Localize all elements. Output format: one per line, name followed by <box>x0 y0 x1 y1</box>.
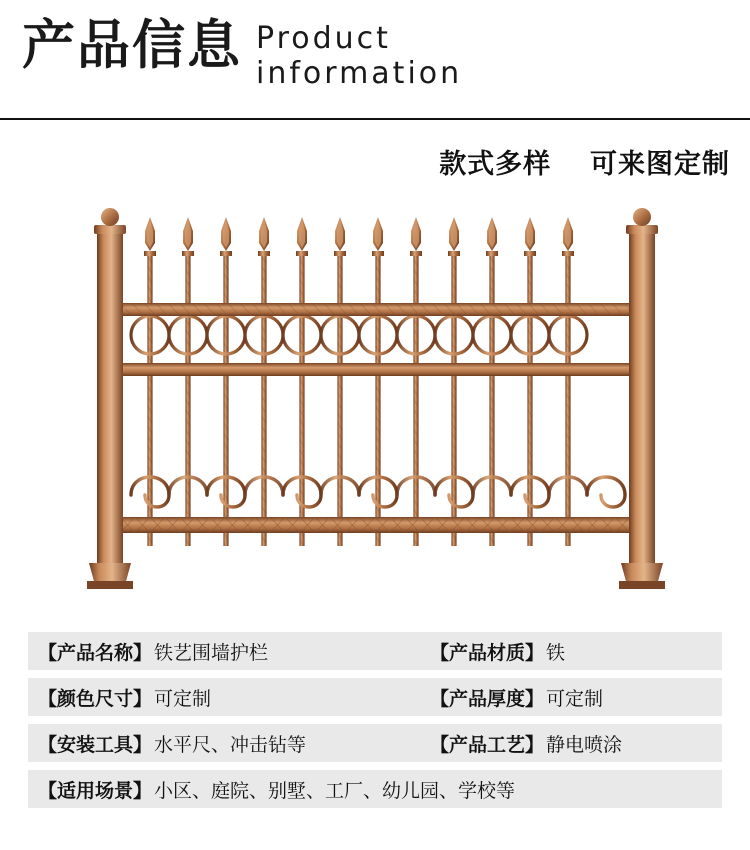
spec-value: 静电喷涂 <box>546 733 623 756</box>
table-row <box>28 678 722 716</box>
spec-cell-scenarios <box>38 776 712 803</box>
spec-value: 可定制 <box>546 687 604 710</box>
page-title-english <box>256 22 462 91</box>
header-divider <box>0 118 750 120</box>
product-image-area <box>0 195 750 620</box>
spec-label: 【产品厚度】 <box>430 687 545 710</box>
spec-cell-thickness <box>430 684 712 711</box>
spec-cell-color-size <box>38 684 430 711</box>
spec-label: 【安装工具】 <box>38 733 153 756</box>
spec-label: 【产品材质】 <box>430 641 545 664</box>
spec-value: 水平尺、冲击钻等 <box>154 733 307 756</box>
page-title-english-line1: Product <box>256 21 391 56</box>
subtitle-part-2: 可来图定制 <box>590 149 730 180</box>
spec-label: 【颜色尺寸】 <box>38 687 153 710</box>
subtitle-part-1: 款式多样 <box>439 149 552 180</box>
spec-label: 【适用场景】 <box>38 779 153 802</box>
spec-label: 【产品工艺】 <box>430 733 545 756</box>
spec-label: 【产品名称】 <box>38 641 153 664</box>
header-title-group <box>22 15 750 91</box>
spec-cell-install-tools <box>38 730 430 757</box>
spec-value: 铁艺围墙护栏 <box>154 641 269 664</box>
picket-twist-texture <box>148 256 571 546</box>
page-title: 产品信息 <box>22 15 242 76</box>
table-row <box>28 632 722 670</box>
spec-cell-process <box>430 730 712 757</box>
spec-value: 铁 <box>546 641 566 664</box>
page-header <box>0 0 750 120</box>
spec-cell-name <box>38 638 430 665</box>
table-row <box>28 724 722 762</box>
page-title-english-line2: information <box>256 55 463 91</box>
spec-cell-material <box>430 638 712 665</box>
fence-illustration <box>75 195 675 595</box>
fence-circle-band <box>131 316 587 354</box>
table-row <box>28 770 722 808</box>
fence-panel <box>87 208 665 589</box>
spec-value: 小区、庭院、别墅、工厂、幼儿园、学校等 <box>154 779 516 802</box>
spec-value: 可定制 <box>154 687 212 710</box>
subtitle-banner <box>439 142 730 181</box>
product-spec-table <box>28 632 722 816</box>
